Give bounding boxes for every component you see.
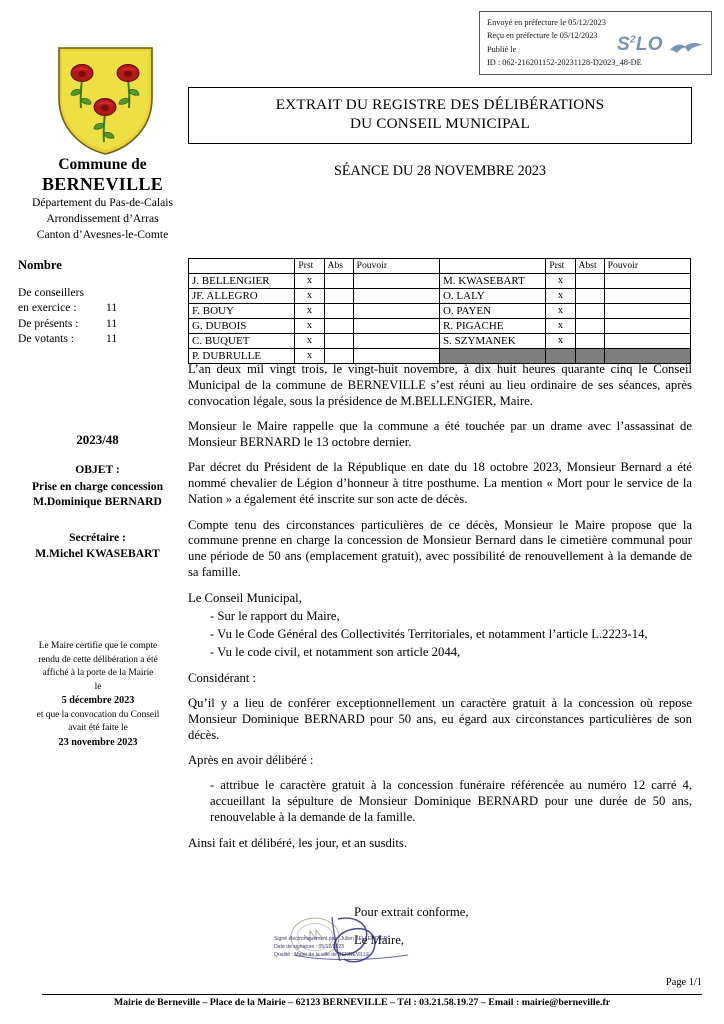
councillor-present: x [546,289,575,304]
commune-name: BERNEVILLE [41,173,164,194]
prefecture-id-line: ID : 062-216201152-20231128-D2023_48-DE [487,58,642,68]
nombre-row [18,285,198,300]
slo-logo-s: S [617,34,630,55]
coat-of-arms-icon [56,46,155,156]
nombre-value [106,285,136,300]
commune-arrondissement: Arrondissement d’Arras [46,211,159,225]
nombre-value: 11 [106,301,118,315]
councillor-name: JF. ALLEGRO [189,289,295,304]
councillor-present: x [295,349,324,364]
paragraph-apres-delibere: Après en avoir délibéré : [188,753,314,767]
nombre-title: Nombre [18,258,62,272]
signature-area [188,905,692,958]
paragraph-conseil-municipal: Le Conseil Municipal, [188,590,302,605]
electronic-signature-text [274,936,479,960]
certif-convocation-date: 23 novembre 2023 [58,736,138,748]
page-number: Page 1/1 [665,977,702,988]
councillor-name: S. SZYMANEK [439,334,545,349]
certif-line-4: le [94,681,102,692]
table-row [189,304,691,319]
paragraph-decret: Par décret du Président de la République en date du 18 octobre 2023, Monsieur Bernard a été nommé chevalier de Légion d’honneur à titre posthume. La mention « Mort pour le service de la Nation » a également été inscrite sur son acte de décès. [188,460,692,507]
councillor-absent [324,334,353,349]
councillor-absent [575,334,604,349]
bird-swoosh-icon [669,41,703,57]
esign-date: Date de signature : 05/12/2023 [274,943,344,950]
councillor-name: F. BOUY [189,304,295,319]
councillor-present: x [295,274,324,289]
header-right-abs: Abst [575,259,604,274]
certif-line-1: Le Maire certifie que le compte [38,641,158,651]
councillor-absent [575,304,604,319]
councillor-absent [575,319,604,334]
header-left-pouvoir: Pouvoir [353,259,439,274]
councillor-present: x [546,334,575,349]
header-left-abs: Abs [324,259,353,274]
councillor-proxy [353,304,439,319]
secretaire-name: M.Michel KWASEBART [35,546,160,560]
secretaire-block [0,530,195,562]
table-row [189,289,691,304]
commune-department: Département du Pas-de-Calais [31,195,173,209]
nombre-label: De présents : [18,316,79,330]
councillor-proxy [353,289,439,304]
secretaire-title: Secrétaire : [69,531,126,544]
paragraph-drame: Monsieur le Maire rappelle que la commune a été touchée par un drame avec l’assassinat de Monsieur BERNARD le 13 octobre dernier. [188,419,692,449]
councillor-name: J. BELLENGIER [189,274,295,289]
nombre-row [18,316,198,331]
header-right-prst: Prst [546,259,575,274]
councillor-present: x [546,304,575,319]
header-left-prst: Prst [295,259,324,274]
councillor-present: x [295,304,324,319]
councillor-name: R. PIGACHE [439,319,545,334]
footer-contact: Mairie de Berneville – Place de la Mairie – 62123 BERNEVILLE – Tél : 03.21.58.19.27 – Email : mairie@berneville.fr [113,997,611,1008]
councillor-absent [324,274,353,289]
councillor-proxy [604,334,690,349]
page-title-line-2: DU CONSEIL MUNICIPAL [349,115,531,133]
commune-prefix: Commune de [58,156,147,173]
paragraph-motivation: Qu’il y a lieu de conférer exceptionnellement un caractère gratuit à la concession où repose Monsieur Dominique BERNARD pour 50 ans, eu égard aux circonstances particulières de son décès. [188,695,692,742]
nombre-rows [18,285,198,347]
councillor-present: x [295,319,324,334]
header-right-name [439,259,545,274]
nombre-label: De votants : [18,332,75,346]
certif-line-3: affiché à la porte de la Mairie [42,668,154,679]
header-left-name [189,259,295,274]
councillor-proxy [604,289,690,304]
councillor-proxy [353,334,439,349]
certif-line-2: rendu de cette délibération a été [38,654,158,665]
bullet-code-civil: - Vu le code civil, et notamment son article 2044, [210,645,461,660]
objet-title: OBJET : [75,463,120,476]
councillor-present: x [546,319,575,334]
table-row [189,274,691,289]
paragraph-convocation: L’an deux mil vingt trois, le vingt-huit novembre, à dix huit heures quarante cinq le Conseil Municipal de la commune de BERNEVILLE s’est réuni au lieu ordinaire de ses séances, après convocation légale, sous la présidence de M.BELLENGIER, Maire. [188,362,692,408]
bullet-cgct: - Vu le Code Général des Collectivités Territoriales, et notamment l’article L.2223-14, [210,627,648,642]
page-title-line-1: EXTRAIT DU REGISTRE DES DÉLIBÉRATIONS [275,96,605,113]
bullet-decision: - attribue le caractère gratuit à la concession funéraire référencée au numéro 12 carré 4, accueillant la sépulture de Monsieur Dominique BERNARD pour une durée de 50 ans, renouvelable à la demande de la famille. [210,778,692,825]
certif-line-6: et que la convocation du Conseil [36,709,160,720]
nombre-row [18,300,198,315]
councillor-proxy [353,319,439,334]
le-maire-label: Le Maire, [354,932,405,947]
councillor-proxy [353,274,439,289]
objet-block [0,462,195,509]
councillor-name: M. KWASEBART [439,274,545,289]
objet-line-1: Prise en charge concession [31,479,164,493]
le-maire-label-row [188,932,692,958]
prefecture-sent-line: Envoyé en préfecture le 05/12/2023 [487,18,606,27]
deliberation-number: 2023/48 [76,432,119,447]
councillor-proxy [604,319,690,334]
nombre-row [18,331,198,346]
certification-block [8,640,188,751]
prefecture-published-line: Publié le [487,44,517,54]
nombre-label: De conseillers [18,286,84,299]
slo-logo-exponent: 2 [629,34,636,46]
slo-logo-lo: LO [635,34,663,55]
councillor-absent [575,274,604,289]
councillor-name: P. DUBRULLE [189,349,295,364]
councillor-proxy [604,274,690,289]
prefecture-stamp-box [479,11,712,75]
councillor-present: x [295,289,324,304]
councillor-absent [324,304,353,319]
councillor-absent [575,289,604,304]
nombre-value: 11 [106,316,118,330]
councillor-present: x [546,274,575,289]
esign-signer: Signé électroniquement par : Julien BELLENGIER [274,935,388,942]
councillor-name: O. PAYEN [439,304,545,319]
deliberation-body [188,362,692,851]
document-title-box [188,87,692,144]
table-row [189,319,691,334]
councillor-proxy [604,304,690,319]
attendance-table [188,258,691,364]
paragraph-ainsi-fait: Ainsi fait et délibéré, les jour, et an susdits. [188,835,408,850]
bullet-rapport-maire: - Sur le rapport du Maire, [210,609,340,624]
nombre-label: en exercice : [18,301,77,315]
councillor-present: x [295,334,324,349]
footer-divider [42,994,702,995]
paragraph-proposition: Compte tenu des circonstances particulières de ce décès, Monsieur le Maire propose que la commune prenne en charge la concession de Monsieur Bernard dans le cimetière communal pour une période de 50 ans (emplacement gratuit), avec possibilité de renouvellement à la demande de sa famille. [188,517,692,580]
nombre-value: 11 [106,332,118,346]
pour-extrait-conforme: Pour extrait conforme, [354,905,469,919]
nombre-block [18,258,198,347]
header-right-pouvoir: Pouvoir [604,259,690,274]
table-header-row [189,259,691,274]
councillor-name: C. BUQUET [189,334,295,349]
objet-line-2: M.Dominique BERNARD [33,494,162,508]
prefecture-received-line: Reçu en préfecture le 05/12/2023 [487,31,598,41]
certif-display-date: 5 décembre 2023 [61,695,135,707]
commune-canton: Canton d’Avesnes-le-Comte [36,227,169,241]
councillor-name: O. LALY [439,289,545,304]
seance-date: SÉANCE DU 28 NOVEMBRE 2023 [333,163,547,179]
esign-quality: Qualité : Maire de la ville de BERNEVILLE [274,951,370,958]
slo-logo [617,32,703,62]
councillor-absent [324,289,353,304]
table-row [189,334,691,349]
councillor-absent [324,319,353,334]
certif-line-7: avait été faite le [68,723,128,734]
paragraph-considerant: Considérant : [188,670,257,685]
councillor-name: G. DUBOIS [189,319,295,334]
commune-identity-block [0,156,205,243]
